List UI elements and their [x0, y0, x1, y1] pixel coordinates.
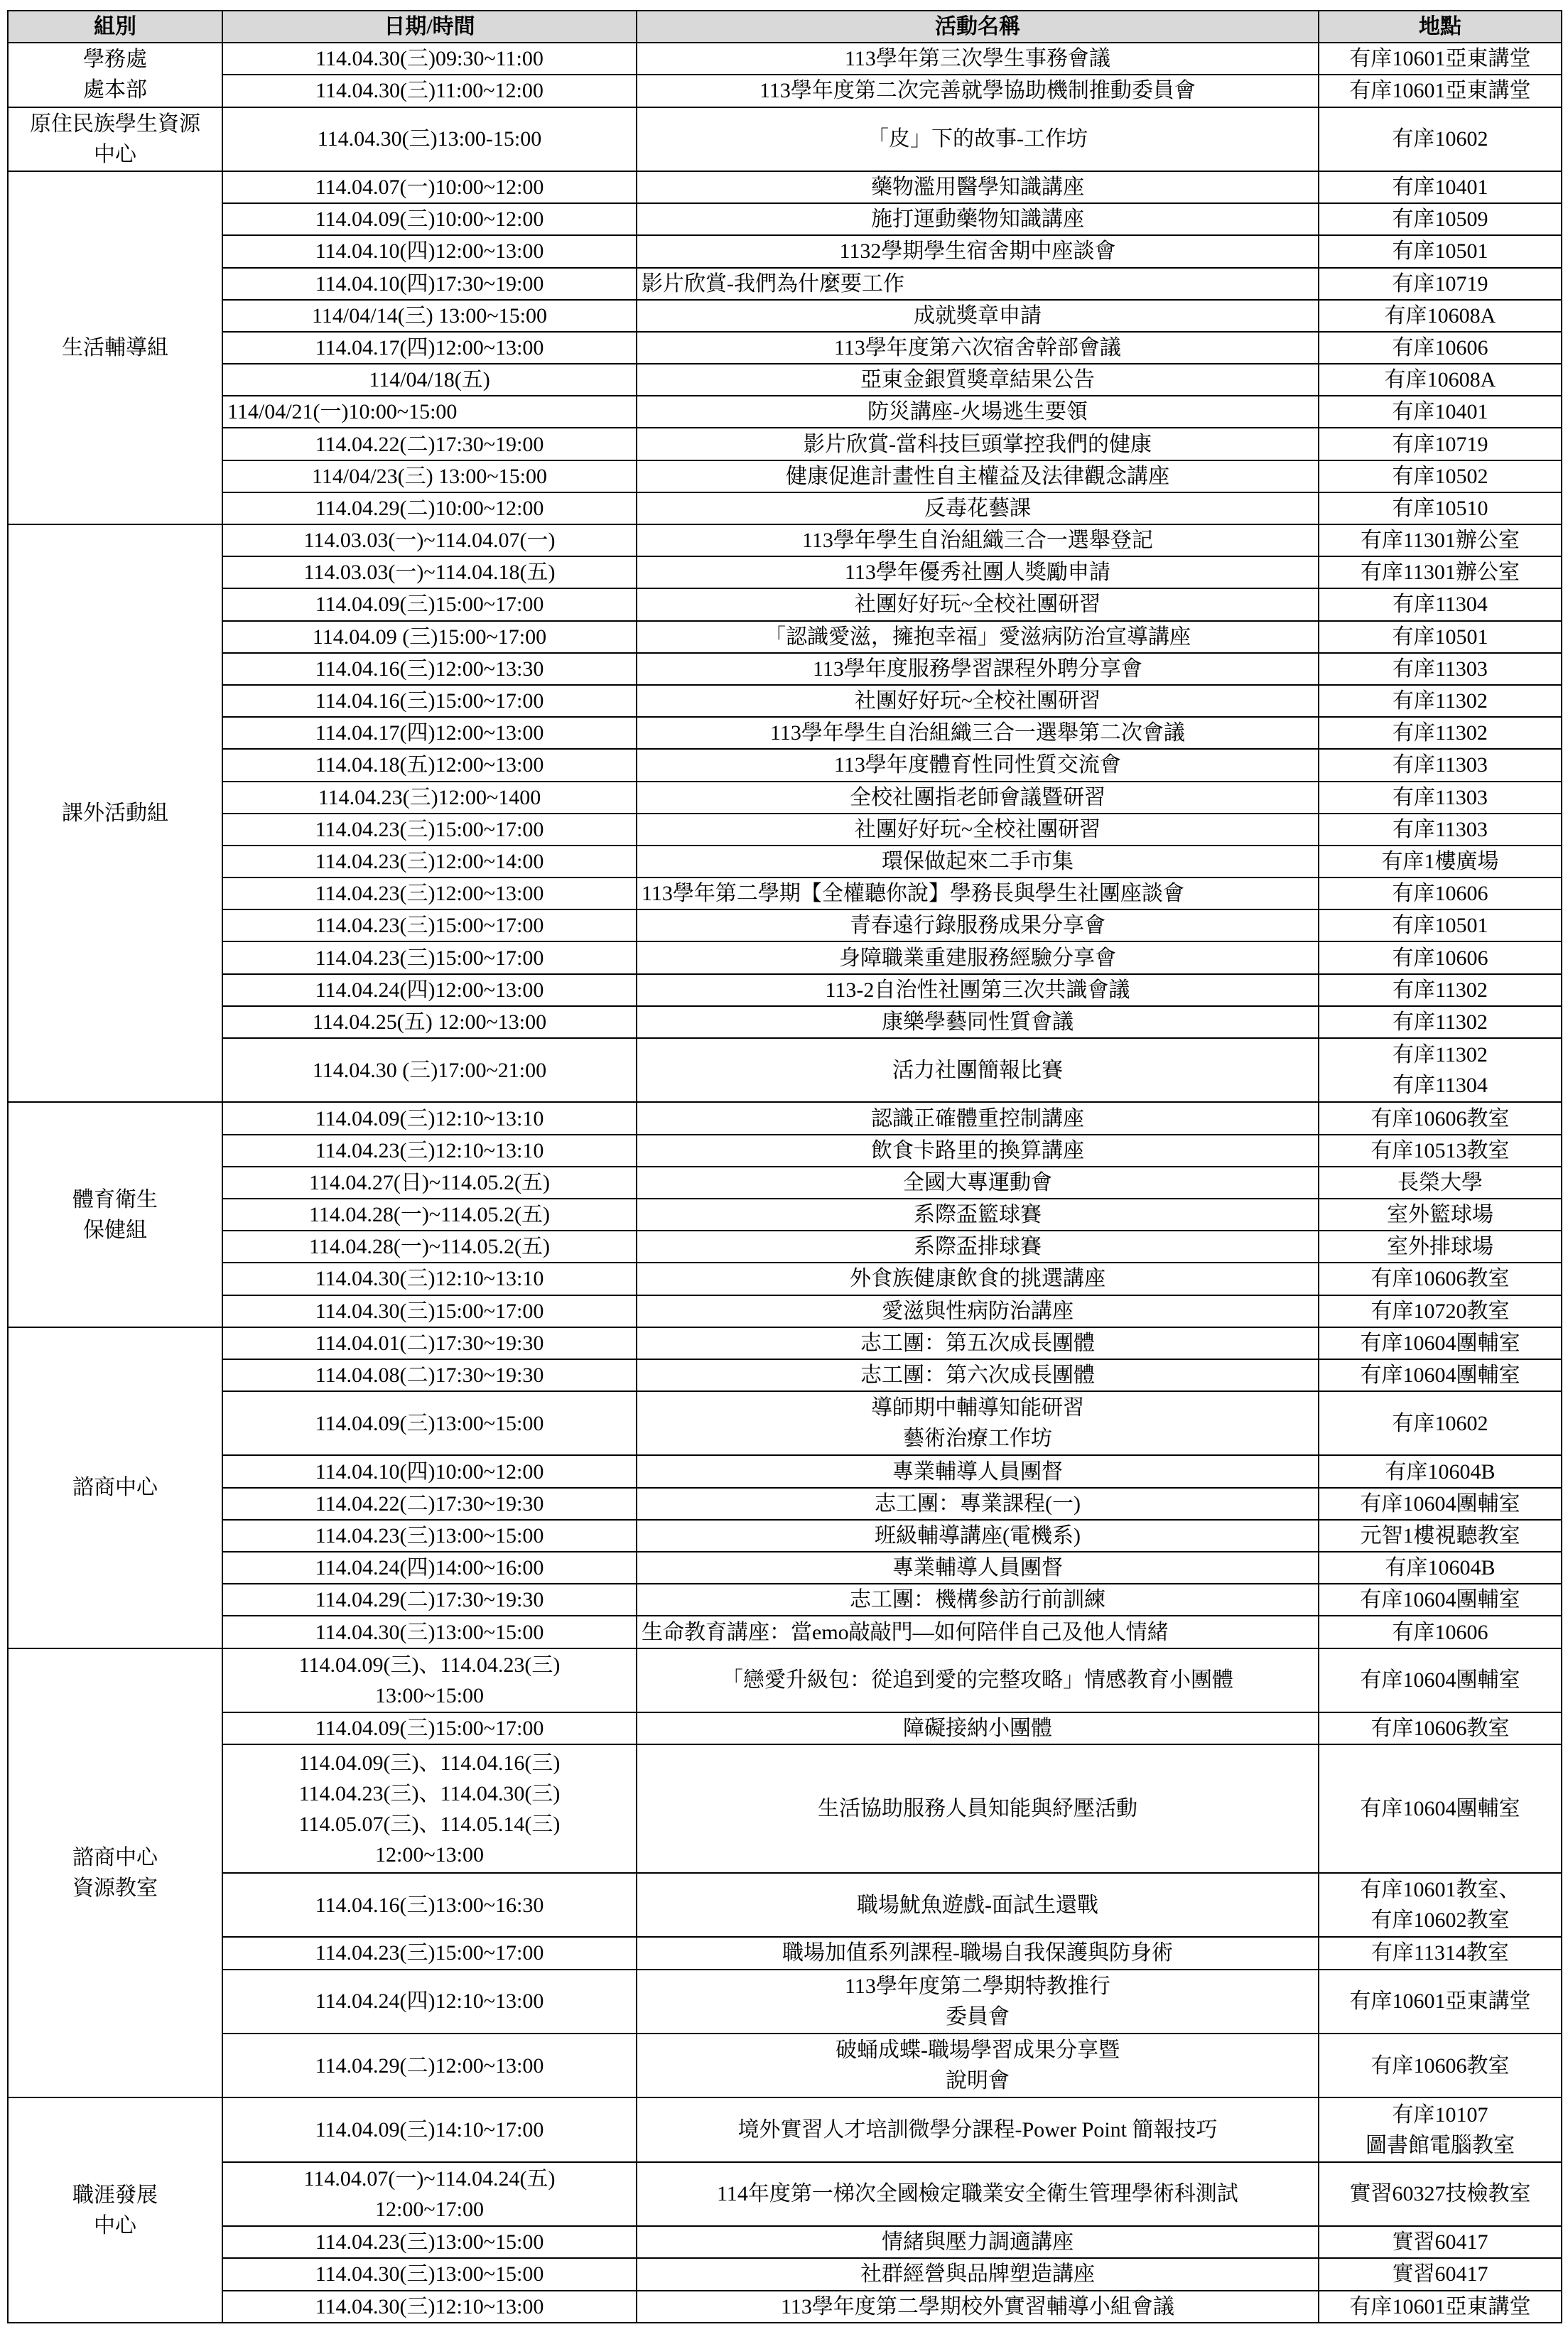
- activity-cell: 反毒花藝課: [637, 492, 1319, 524]
- datetime-cell: 114.04.23(三)12:00~1400: [222, 782, 637, 814]
- location-cell: 有庠10604團輔室: [1319, 1327, 1562, 1359]
- table-row: [8, 588, 1562, 620]
- location-cell: 有庠10606教室: [1319, 1102, 1562, 1134]
- datetime-cell: 114.04.16(三)12:00~13:30: [222, 653, 637, 685]
- location-cell: 有庠11303: [1319, 782, 1562, 814]
- datetime-cell: 114.04.09(三)13:00~15:00: [222, 1391, 637, 1455]
- activity-cell: 113-2自治性社團第三次共識會議: [637, 974, 1319, 1006]
- datetime-cell: 114.04.30(三)13:00~15:00: [222, 1616, 637, 1648]
- datetime-cell: 114.04.28(一)~114.05.2(五): [222, 1231, 637, 1263]
- location-cell: 有庠10601教室、 有庠10602教室: [1319, 1873, 1562, 1937]
- location-cell: 有庠10606教室: [1319, 1712, 1562, 1744]
- table-row: [8, 107, 1562, 171]
- datetime-cell: 114.04.23(三)12:00~13:00: [222, 878, 637, 909]
- activity-cell: 愛滋與性病防治講座: [637, 1295, 1319, 1327]
- group-cell: 學務處 處本部: [8, 43, 222, 107]
- table-row: [8, 1167, 1562, 1199]
- location-cell: 有庠10604B: [1319, 1455, 1562, 1487]
- table-row: [8, 1488, 1562, 1520]
- location-cell: 有庠10604團輔室: [1319, 1359, 1562, 1391]
- datetime-cell: 114.04.29(二)12:00~13:00: [222, 2034, 637, 2097]
- table-row: [8, 1231, 1562, 1263]
- location-cell: 元智1樓視聽教室: [1319, 1520, 1562, 1552]
- activity-cell: 生命教育講座：當emo敲敲門—如何陪伴自己及他人情緒: [637, 1616, 1319, 1648]
- activity-cell: 113學年度第二學期校外實習輔導小組會議: [637, 2291, 1319, 2323]
- datetime-cell: 114.04.01(二)17:30~19:30: [222, 1327, 637, 1359]
- table-row: [8, 2097, 1562, 2161]
- header-datetime: 日期/時間: [222, 11, 637, 43]
- datetime-cell: 114.04.17(四)12:00~13:00: [222, 717, 637, 749]
- location-cell: 有庠10606: [1319, 332, 1562, 364]
- location-cell: 有庠10606: [1319, 878, 1562, 909]
- datetime-cell: 114/04/23(三) 13:00~15:00: [222, 460, 637, 492]
- location-cell: 有庠11302: [1319, 974, 1562, 1006]
- table-row: [8, 75, 1562, 107]
- activity-cell: 113學年度第二學期特教推行 委員會: [637, 1970, 1319, 2034]
- activity-cell: 113學年度第二次完善就學協助機制推動委員會: [637, 75, 1319, 107]
- activity-cell: 認識正確體重控制講座: [637, 1102, 1319, 1134]
- datetime-cell: 114.04.18(五)12:00~13:00: [222, 749, 637, 781]
- activity-cell: 破蛹成蝶-職場學習成果分享暨 說明會: [637, 2034, 1319, 2097]
- activity-cell: 113學年度第六次宿舍幹部會議: [637, 332, 1319, 364]
- location-cell: 有庠11303: [1319, 749, 1562, 781]
- datetime-cell: 114/04/18(五): [222, 364, 637, 396]
- table-row: [8, 396, 1562, 428]
- location-cell: 有庠10720教室: [1319, 1295, 1562, 1327]
- activity-cell: 專業輔導人員團督: [637, 1552, 1319, 1584]
- location-cell: 有庠11301辦公室: [1319, 524, 1562, 556]
- datetime-cell: 114.03.03(一)~114.04.18(五): [222, 556, 637, 588]
- activity-cell: 志工團：專業課程(一): [637, 1488, 1319, 1520]
- table-row: [8, 1712, 1562, 1744]
- table-body: [8, 43, 1562, 2323]
- location-cell: 有庠11302: [1319, 717, 1562, 749]
- datetime-cell: 114/04/14(三) 13:00~15:00: [222, 300, 637, 332]
- datetime-cell: 114.04.22(二)17:30~19:00: [222, 428, 637, 460]
- table-row: [8, 1552, 1562, 1584]
- activity-cell: 環保做起來二手市集: [637, 846, 1319, 878]
- location-cell: 有庠10601亞東講堂: [1319, 1970, 1562, 2034]
- location-cell: 有庠10608A: [1319, 364, 1562, 396]
- table-row: [8, 1520, 1562, 1552]
- location-cell: 有庠11314教室: [1319, 1937, 1562, 1969]
- table-row: [8, 909, 1562, 941]
- table-row: [8, 43, 1562, 75]
- location-cell: 有庠11303: [1319, 653, 1562, 685]
- location-cell: 有庠10510: [1319, 492, 1562, 524]
- datetime-cell: 114.04.23(三)12:10~13:10: [222, 1135, 637, 1167]
- location-cell: 有庠10601亞東講堂: [1319, 2291, 1562, 2323]
- location-cell: 有庠10401: [1319, 396, 1562, 428]
- table-row: [8, 1295, 1562, 1327]
- location-cell: 有庠11302 有庠11304: [1319, 1038, 1562, 1102]
- location-cell: 實習60417: [1319, 2226, 1562, 2258]
- table-row: [8, 2226, 1562, 2258]
- activity-cell: 系際盃籃球賽: [637, 1199, 1319, 1231]
- datetime-cell: 114.04.30 (三)17:00~21:00: [222, 1038, 637, 1102]
- table-row: [8, 428, 1562, 460]
- datetime-cell: 114.04.09 (三)15:00~17:00: [222, 621, 637, 653]
- table-row: [8, 524, 1562, 556]
- table-row: [8, 878, 1562, 909]
- datetime-cell: 114.03.03(一)~114.04.07(一): [222, 524, 637, 556]
- location-cell: 有庠10513教室: [1319, 1135, 1562, 1167]
- activity-cell: 外食族健康飲食的挑選講座: [637, 1263, 1319, 1295]
- location-cell: 有庠10604B: [1319, 1552, 1562, 1584]
- activity-cell: 系際盃排球賽: [637, 1231, 1319, 1263]
- table-row: [8, 364, 1562, 396]
- datetime-cell: 114.04.16(三)15:00~17:00: [222, 685, 637, 717]
- datetime-cell: 114.04.23(三)15:00~17:00: [222, 909, 637, 941]
- location-cell: 室外籃球場: [1319, 1199, 1562, 1231]
- datetime-cell: 114.04.07(一)10:00~12:00: [222, 171, 637, 203]
- activity-cell: 志工團：第五次成長團體: [637, 1327, 1319, 1359]
- location-cell: 有庠10602: [1319, 1391, 1562, 1455]
- datetime-cell: 114.04.30(三)12:10~13:00: [222, 2291, 637, 2323]
- datetime-cell: 114.04.29(二)17:30~19:30: [222, 1584, 637, 1616]
- activity-cell: 社團好好玩~全校社團研習: [637, 588, 1319, 620]
- header-row: [8, 11, 1562, 43]
- activity-cell: 職場加值系列課程-職場自我保護與防身術: [637, 1937, 1319, 1969]
- datetime-cell: 114.04.28(一)~114.05.2(五): [222, 1199, 637, 1231]
- datetime-cell: 114.04.24(四)12:00~13:00: [222, 974, 637, 1006]
- header-activity: 活動名稱: [637, 11, 1319, 43]
- activity-cell: 社群經營與品牌塑造講座: [637, 2258, 1319, 2290]
- table-row: [8, 300, 1562, 332]
- datetime-cell: 114.04.09(三)10:00~12:00: [222, 203, 637, 235]
- group-cell: 體育衛生 保健組: [8, 1102, 222, 1327]
- activity-cell: 1132學期學生宿舍期中座談會: [637, 235, 1319, 267]
- table-row: [8, 814, 1562, 846]
- datetime-cell: 114.04.09(三)15:00~17:00: [222, 1712, 637, 1744]
- table-row: [8, 782, 1562, 814]
- table-row: [8, 1873, 1562, 1937]
- datetime-cell: 114.04.30(三)13:00-15:00: [222, 107, 637, 171]
- table-row: [8, 1937, 1562, 1969]
- table-row: [8, 460, 1562, 492]
- datetime-cell: 114.04.09(三)、114.04.23(三) 13:00~15:00: [222, 1648, 637, 1712]
- datetime-cell: 114.04.30(三)12:10~13:10: [222, 1263, 637, 1295]
- location-cell: 實習60417: [1319, 2258, 1562, 2290]
- activity-cell: 專業輔導人員團督: [637, 1455, 1319, 1487]
- table-row: [8, 749, 1562, 781]
- datetime-cell: 114.04.22(二)17:30~19:30: [222, 1488, 637, 1520]
- table-row: [8, 235, 1562, 267]
- group-cell: 諮商中心 資源教室: [8, 1648, 222, 2098]
- datetime-cell: 114.04.16(三)13:00~16:30: [222, 1873, 637, 1937]
- datetime-cell: 114.04.17(四)12:00~13:00: [222, 332, 637, 364]
- activity-cell: 影片欣賞-當科技巨頭掌控我們的健康: [637, 428, 1319, 460]
- datetime-cell: 114.04.30(三)09:30~11:00: [222, 43, 637, 75]
- activity-cell: 志工團：機構參訪行前訓練: [637, 1584, 1319, 1616]
- group-cell: 課外活動組: [8, 524, 222, 1102]
- location-cell: 有庠10606: [1319, 941, 1562, 973]
- location-cell: 有庠10604團輔室: [1319, 1744, 1562, 1873]
- location-cell: 有庠10604團輔室: [1319, 1584, 1562, 1616]
- header-location: 地點: [1319, 11, 1562, 43]
- datetime-cell: 114.04.23(三)12:00~14:00: [222, 846, 637, 878]
- activity-cell: 康樂學藝同性質會議: [637, 1006, 1319, 1038]
- table-row: [8, 332, 1562, 364]
- location-cell: 有庠10601亞東講堂: [1319, 43, 1562, 75]
- datetime-cell: 114.04.23(三)15:00~17:00: [222, 814, 637, 846]
- activity-cell: 身障職業重建服務經驗分享會: [637, 941, 1319, 973]
- location-cell: 有庠10502: [1319, 460, 1562, 492]
- activity-cell: 「戀愛升級包：從追到愛的完整攻略」情感教育小團體: [637, 1648, 1319, 1712]
- location-cell: 室外排球場: [1319, 1231, 1562, 1263]
- activity-schedule-table: [7, 10, 1562, 2323]
- activity-cell: 境外實習人才培訓微學分課程-Power Point 簡報技巧: [637, 2097, 1319, 2161]
- location-cell: 有庠10608A: [1319, 300, 1562, 332]
- group-cell: 諮商中心: [8, 1327, 222, 1648]
- table-row: [8, 1744, 1562, 1873]
- table-row: [8, 268, 1562, 300]
- location-cell: 有庠11303: [1319, 814, 1562, 846]
- table-row: [8, 1135, 1562, 1167]
- datetime-cell: 114.04.23(三)15:00~17:00: [222, 1937, 637, 1969]
- table-row: [8, 1327, 1562, 1359]
- location-cell: 有庠10719: [1319, 428, 1562, 460]
- location-cell: 有庠11302: [1319, 1006, 1562, 1038]
- datetime-cell: 114.04.27(日)~114.05.2(五): [222, 1167, 637, 1199]
- activity-cell: 全校社團指老師會議暨研習: [637, 782, 1319, 814]
- activity-cell: 班級輔導講座(電機系): [637, 1520, 1319, 1552]
- location-cell: 有庠1樓廣場: [1319, 846, 1562, 878]
- table-row: [8, 171, 1562, 203]
- activity-cell: 113學年度服務學習課程外聘分享會: [637, 653, 1319, 685]
- location-cell: 有庠10606: [1319, 1616, 1562, 1648]
- activity-cell: 藥物濫用醫學知識講座: [637, 171, 1319, 203]
- datetime-cell: 114.04.08(二)17:30~19:30: [222, 1359, 637, 1391]
- location-cell: 有庠10719: [1319, 268, 1562, 300]
- activity-cell: 成就獎章申請: [637, 300, 1319, 332]
- location-cell: 有庠10601亞東講堂: [1319, 75, 1562, 107]
- table-row: [8, 1199, 1562, 1231]
- location-cell: 有庠10602: [1319, 107, 1562, 171]
- datetime-cell: 114.04.10(四)10:00~12:00: [222, 1455, 637, 1487]
- activity-cell: 生活協助服務人員知能與紓壓活動: [637, 1744, 1319, 1873]
- table-row: [8, 1616, 1562, 1648]
- table-row: [8, 1006, 1562, 1038]
- activity-cell: 志工團：第六次成長團體: [637, 1359, 1319, 1391]
- location-cell: 有庠10501: [1319, 621, 1562, 653]
- table-row: [8, 2162, 1562, 2226]
- datetime-cell: 114.04.30(三)15:00~17:00: [222, 1295, 637, 1327]
- activity-cell: 113學年學生自治組織三合一選舉登記: [637, 524, 1319, 556]
- table-row: [8, 492, 1562, 524]
- location-cell: 有庠10501: [1319, 235, 1562, 267]
- location-cell: 有庠10606教室: [1319, 2034, 1562, 2097]
- location-cell: 有庠11301辦公室: [1319, 556, 1562, 588]
- table-row: [8, 1263, 1562, 1295]
- datetime-cell: 114.04.09(三)15:00~17:00: [222, 588, 637, 620]
- activity-cell: 情緒與壓力調適講座: [637, 2226, 1319, 2258]
- location-cell: 有庠10604團輔室: [1319, 1648, 1562, 1712]
- table-row: [8, 2034, 1562, 2097]
- activity-cell: 113學年第三次學生事務會議: [637, 43, 1319, 75]
- table-row: [8, 974, 1562, 1006]
- group-cell: 生活輔導組: [8, 171, 222, 524]
- datetime-cell: 114.04.23(三)15:00~17:00: [222, 941, 637, 973]
- activity-cell: 113學年第二學期【全權聽你說】學務長與學生社團座談會: [637, 878, 1319, 909]
- activity-cell: 113學年學生自治組織三合一選舉第二次會議: [637, 717, 1319, 749]
- location-cell: 有庠11304: [1319, 588, 1562, 620]
- location-cell: 有庠10501: [1319, 909, 1562, 941]
- activity-cell: 導師期中輔導知能研習 藝術治療工作坊: [637, 1391, 1319, 1455]
- datetime-cell: 114.04.23(三)13:00~15:00: [222, 2226, 637, 2258]
- table-row: [8, 556, 1562, 588]
- activity-cell: 障礙接納小團體: [637, 1712, 1319, 1744]
- group-cell: 職涯發展 中心: [8, 2097, 222, 2322]
- activity-cell: 114年度第一梯次全國檢定職業安全衛生管理學術科測試: [637, 2162, 1319, 2226]
- activity-cell: 「認識愛滋，擁抱幸福」愛滋病防治宣導講座: [637, 621, 1319, 653]
- datetime-cell: 114.04.24(四)14:00~16:00: [222, 1552, 637, 1584]
- header-group: 組別: [8, 11, 222, 43]
- activity-cell: 113學年度體育性同性質交流會: [637, 749, 1319, 781]
- activity-cell: 社團好好玩~全校社團研習: [637, 814, 1319, 846]
- table-header: [8, 11, 1562, 43]
- location-cell: 有庠10509: [1319, 203, 1562, 235]
- activity-cell: 青春遠行錄服務成果分享會: [637, 909, 1319, 941]
- datetime-cell: 114.04.09(三)、114.04.16(三) 114.04.23(三)、114.04.30(三) 114.05.07(三)、114.05.14(三) 12:00~13:00: [222, 1744, 637, 1873]
- table-row: [8, 1648, 1562, 1712]
- datetime-cell: 114.04.25(五) 12:00~13:00: [222, 1006, 637, 1038]
- datetime-cell: 114/04/21(一)10:00~15:00: [222, 396, 637, 428]
- location-cell: 有庠10401: [1319, 171, 1562, 203]
- activity-cell: 職場魷魚遊戲-面試生還戰: [637, 1873, 1319, 1937]
- table-row: [8, 653, 1562, 685]
- datetime-cell: 114.04.30(三)13:00~15:00: [222, 2258, 637, 2290]
- datetime-cell: 114.04.09(三)12:10~13:10: [222, 1102, 637, 1134]
- datetime-cell: 114.04.29(二)10:00~12:00: [222, 492, 637, 524]
- table-row: [8, 1584, 1562, 1616]
- location-cell: 有庠10604團輔室: [1319, 1488, 1562, 1520]
- table-row: [8, 1038, 1562, 1102]
- location-cell: 長榮大學: [1319, 1167, 1562, 1199]
- location-cell: 有庠10606教室: [1319, 1263, 1562, 1295]
- activity-cell: 飲食卡路里的換算講座: [637, 1135, 1319, 1167]
- table-row: [8, 1102, 1562, 1134]
- activity-cell: 影片欣賞-我們為什麼要工作: [637, 268, 1319, 300]
- activity-cell: 健康促進計畫性自主權益及法律觀念講座: [637, 460, 1319, 492]
- location-cell: 實習60327技檢教室: [1319, 2162, 1562, 2226]
- activity-cell: 活力社團簡報比賽: [637, 1038, 1319, 1102]
- datetime-cell: 114.04.07(一)~114.04.24(五) 12:00~17:00: [222, 2162, 637, 2226]
- activity-cell: 113學年優秀社團人獎勵申請: [637, 556, 1319, 588]
- table-row: [8, 1455, 1562, 1487]
- datetime-cell: 114.04.10(四)12:00~13:00: [222, 235, 637, 267]
- activity-cell: 全國大專運動會: [637, 1167, 1319, 1199]
- table-row: [8, 203, 1562, 235]
- activity-cell: 施打運動藥物知識講座: [637, 203, 1319, 235]
- table-row: [8, 941, 1562, 973]
- datetime-cell: 114.04.09(三)14:10~17:00: [222, 2097, 637, 2161]
- table-row: [8, 1391, 1562, 1455]
- table-row: [8, 2291, 1562, 2323]
- datetime-cell: 114.04.10(四)17:30~19:00: [222, 268, 637, 300]
- location-cell: 有庠10107 圖書館電腦教室: [1319, 2097, 1562, 2161]
- datetime-cell: 114.04.23(三)13:00~15:00: [222, 1520, 637, 1552]
- activity-cell: 「皮」下的故事-工作坊: [637, 107, 1319, 171]
- table-row: [8, 717, 1562, 749]
- datetime-cell: 114.04.30(三)11:00~12:00: [222, 75, 637, 107]
- activity-cell: 社團好好玩~全校社團研習: [637, 685, 1319, 717]
- table-row: [8, 846, 1562, 878]
- activity-cell: 亞東金銀質獎章結果公告: [637, 364, 1319, 396]
- table-row: [8, 2258, 1562, 2290]
- location-cell: 有庠11302: [1319, 685, 1562, 717]
- table-row: [8, 621, 1562, 653]
- group-cell: 原住民族學生資源 中心: [8, 107, 222, 171]
- table-row: [8, 685, 1562, 717]
- activity-cell: 防災講座-火場逃生要領: [637, 396, 1319, 428]
- table-row: [8, 1359, 1562, 1391]
- table-row: [8, 1970, 1562, 2034]
- datetime-cell: 114.04.24(四)12:10~13:00: [222, 1970, 637, 2034]
